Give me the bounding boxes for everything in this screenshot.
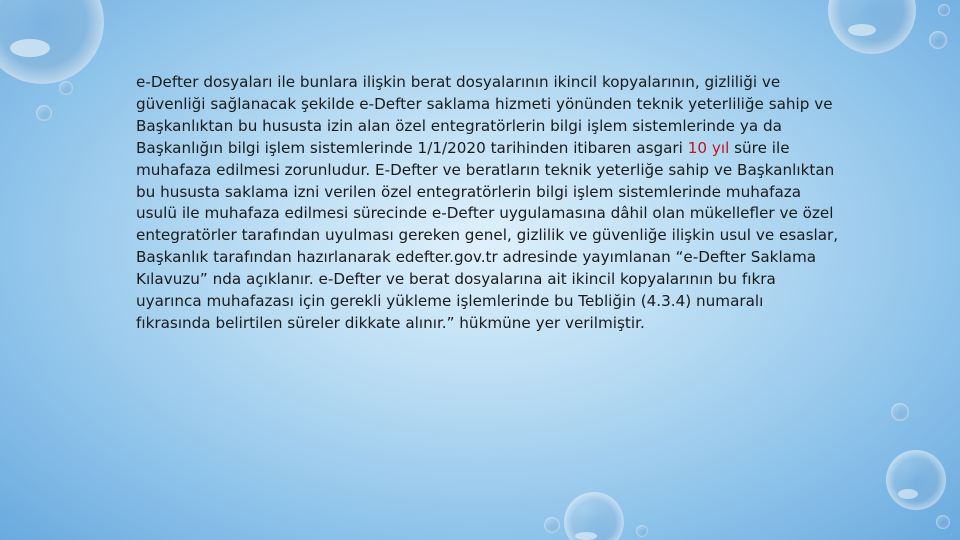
- droplet-small-2: [36, 105, 52, 121]
- paragraph-text-part1: e-Defter dosyaları ile bunlara ilişkin berat dosyalarının ikincil kopyalarının, gizliliği ve güvenliği sağlanacak şekilde e-Defter saklama hizmeti yönünden teknik yeterliliğe sahip ve Başkanlıktan bu hususta izin alan özel entegratörlerin bilgi işlem sistemlerinde ya da Başkanlığın bilgi işlem sistemlerinde 1/1/2020 tarihinden itibaren asgari: [136, 73, 833, 157]
- droplet-small-5: [891, 403, 909, 421]
- droplet-small-7: [544, 517, 560, 533]
- highlighted-duration: 10 yıl: [687, 138, 730, 157]
- droplet-top-right: [828, 0, 916, 54]
- body-paragraph: [136, 72, 842, 335]
- droplet-small-4: [938, 4, 950, 16]
- droplet-top-left: [0, 0, 104, 84]
- droplet-small-3: [929, 31, 947, 49]
- droplet-bottom-right: [886, 450, 946, 510]
- droplet-small-1: [59, 81, 73, 95]
- droplet-small-6: [936, 515, 950, 529]
- paragraph-text-part2: süre ile muhafaza edilmesi zorunludur. E-Defter ve beratların teknik yeterliğe sahip ve Başkanlıktan bu hususta saklama izni verilen özel entegratörlerin bilgi işlem sistemlerinde muhafaza usulü ile muhafaza edilmesi sürecinde e-Defter uygulamasına dâhil olan mükellefler ve özel entegratörler tarafından uyulması gereken genel, gizlilik ve güvenliğe ilişkin usul ve esaslar, Başkanlık tarafından hazırlanarak edefter.gov.tr adresinde yayımlanan “e-Defter Saklama Kılavuzu” nda açıklanır. e-Defter ve berat dosyalarına ait ikincil kopyalarının bu fıkra uyarınca muhafazası için gerekli yükleme işlemlerinde bu Tebliğin (4.3.4) numaralı fıkrasında belirtilen süreler dikkate alınır.” hükmüne yer verilmiştir.: [136, 138, 839, 332]
- droplet-small-8: [636, 525, 648, 537]
- droplet-bottom-center: [564, 492, 624, 540]
